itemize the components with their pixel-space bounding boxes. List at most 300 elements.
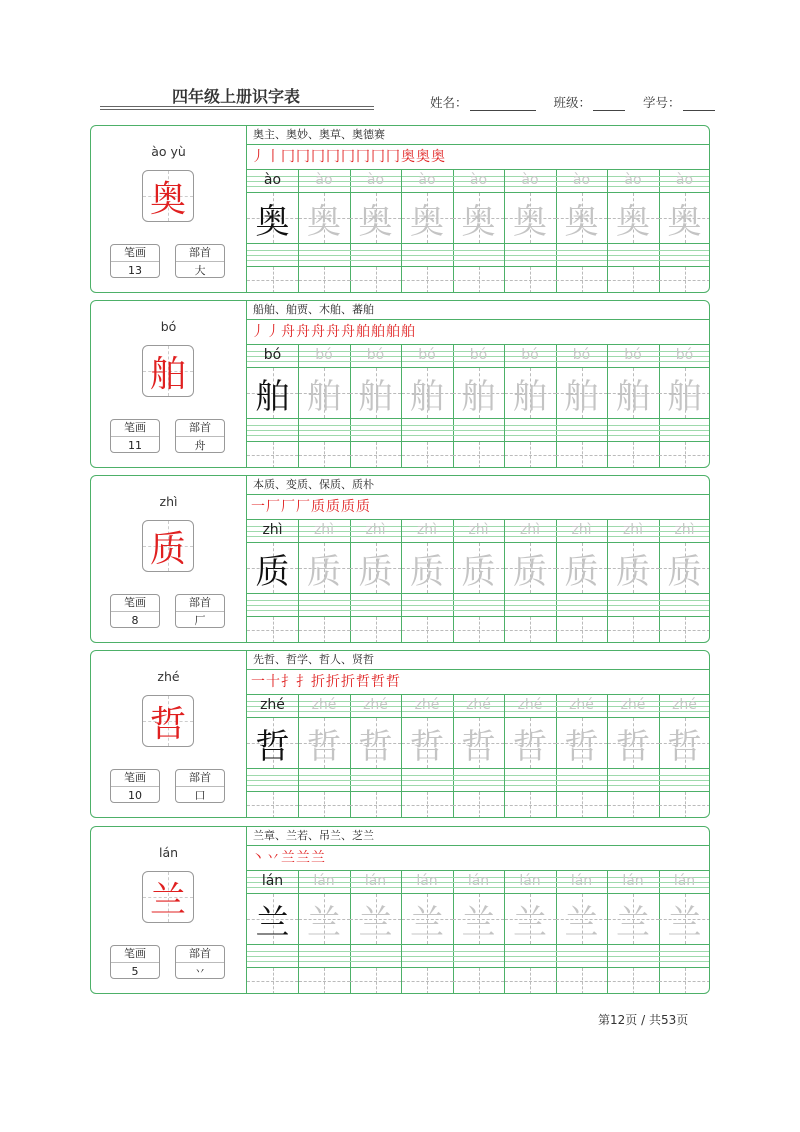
practice-cell[interactable] [556,945,608,967]
practice-cell[interactable] [659,368,710,418]
practice-cell[interactable] [350,718,402,768]
stroke-step: 冂 [356,149,370,165]
practice-cell[interactable] [505,345,557,367]
practice-char-text: 哲 [358,726,393,767]
practice-cell[interactable] [402,769,454,791]
practice-cell[interactable] [453,244,505,266]
practice-cell[interactable] [556,170,608,192]
practice-cell[interactable] [505,718,557,768]
character-display-box [142,871,194,923]
stroke-count-label: 笔画 [111,245,159,262]
practice-cell[interactable] [659,617,710,643]
practice-char-text: 舶 [513,376,547,417]
stroke-step: 厂 [266,499,280,515]
practice-cell[interactable] [453,442,505,468]
practice-cell[interactable] [453,594,505,616]
practice-pinyin-text: bó [469,347,488,363]
practice-char-text: 奥 [307,201,341,242]
practice-cell[interactable] [453,193,505,243]
practice-cell[interactable] [247,368,299,418]
character-pinyin: lán [158,845,179,860]
practice-cell[interactable] [453,792,505,818]
practice-cell[interactable] [350,543,402,593]
practice-cell[interactable] [350,345,402,367]
practice-cell[interactable] [299,871,351,893]
practice-cell[interactable] [453,345,505,367]
practice-cell[interactable] [505,792,557,818]
practice-pinyin-text: ào [572,172,591,188]
practice-cell[interactable] [505,543,557,593]
practice-cell[interactable] [453,170,505,192]
practice-cell[interactable] [350,170,402,192]
practice-cell[interactable] [247,792,299,818]
practice-char-text: 兰 [564,902,599,943]
practice-cell[interactable] [608,170,660,192]
practice-cell[interactable] [247,894,299,944]
practice-cell[interactable] [453,520,505,542]
practice-char-text: 质 [461,551,496,592]
practice-cell[interactable] [608,244,660,266]
practice-cell[interactable] [402,193,454,243]
practice-cell[interactable] [453,871,505,893]
practice-grid [247,871,709,993]
practice-cell[interactable] [556,594,608,616]
character-display-box [142,345,194,397]
practice-cell[interactable] [505,442,557,468]
practice-cell[interactable] [556,718,608,768]
practice-cell[interactable] [247,945,299,967]
practice-cell[interactable] [350,419,402,441]
practice-cell[interactable] [402,718,454,768]
practice-cell[interactable] [659,520,710,542]
stroke-step: 兰 [311,850,325,866]
page-number: 第12页 / 共53页 [598,1013,689,1027]
character-pinyin: zhì [159,494,178,509]
practice-cell[interactable] [350,520,402,542]
class-blank[interactable] [593,96,625,111]
stroke-step: 冂 [296,149,310,165]
practice-cell[interactable] [556,617,608,643]
practice-cell[interactable] [505,894,557,944]
practice-cell[interactable] [556,244,608,266]
character-card [90,650,710,818]
practice-cell[interactable] [350,368,402,418]
practice-cell[interactable] [402,894,454,944]
practice-cell[interactable] [350,792,402,818]
practice-cell[interactable] [659,442,710,468]
practice-cell[interactable] [505,244,557,266]
practice-cell[interactable] [608,419,660,441]
practice-cell[interactable] [556,442,608,468]
practice-char-text: 哲 [667,726,702,767]
practice-cell[interactable] [247,695,299,717]
practice-cell[interactable] [608,968,660,994]
stroke-count-label: 笔画 [111,946,159,963]
practice-cell[interactable] [659,968,710,994]
practice-cell[interactable] [608,368,660,418]
practice-cell[interactable] [299,617,351,643]
practice-cell[interactable] [505,368,557,418]
practice-cell[interactable] [556,520,608,542]
practice-cell[interactable] [453,617,505,643]
practice-cell[interactable] [608,871,660,893]
practice-cell[interactable] [453,419,505,441]
name-label: 姓名： [430,95,468,110]
practice-cell[interactable] [299,345,351,367]
radical-value: 丷 [194,965,206,978]
stroke-step: 质 [311,499,325,515]
practice-cell[interactable] [247,594,299,616]
practice-cell[interactable] [402,792,454,818]
practice-cell[interactable] [299,695,351,717]
practice-cell[interactable] [659,945,710,967]
stroke-step: 丶 [251,850,265,866]
practice-char-text: 质 [307,551,341,592]
practice-cell[interactable] [556,543,608,593]
practice-pinyin-text: lán [416,873,438,889]
practice-cell[interactable] [350,594,402,616]
stroke-step: 舟 [341,324,355,340]
practice-cell[interactable] [505,170,557,192]
practice-cell[interactable] [556,695,608,717]
practice-cell[interactable] [556,792,608,818]
stroke-step: 舟 [326,324,340,340]
stroke-step: 冂 [341,149,355,165]
stroke-step: 舟 [311,324,325,340]
practice-cell[interactable] [608,945,660,967]
practice-char-text: 奥 [255,201,290,242]
stroke-step: 冂 [281,149,295,165]
practice-cell[interactable] [556,345,608,367]
practice-cell[interactable] [608,594,660,616]
practice-cell[interactable] [505,267,557,293]
practice-char-text: 奥 [616,201,650,242]
radical-label: 部首 [176,420,224,437]
character-pinyin: bó [160,319,177,334]
practice-cell[interactable] [247,419,299,441]
practice-cell[interactable] [350,769,402,791]
practice-cell[interactable] [299,244,351,266]
name-blank[interactable] [470,96,536,111]
practice-cell[interactable] [659,871,710,893]
practice-pinyin-row [247,345,709,367]
practice-cell[interactable] [402,345,454,367]
practice-cell[interactable] [659,894,710,944]
practice-pinyin-text: ào [624,172,642,188]
practice-cell[interactable] [247,520,299,542]
practice-cell[interactable] [299,894,351,944]
practice-cell[interactable] [659,769,710,791]
practice-cell[interactable] [505,968,557,994]
practice-pinyin-text: lán [673,873,696,889]
stroke-step: 丿 [266,324,280,340]
practice-char-row [247,718,709,768]
practice-cell[interactable] [453,769,505,791]
practice-cell[interactable] [608,617,660,643]
practice-cell[interactable] [402,368,454,418]
practice-cell[interactable] [608,520,660,542]
practice-cell[interactable] [556,368,608,418]
character-card [90,125,710,293]
blank-char-row [247,968,709,994]
practice-pinyin-text: ào [366,172,385,188]
practice-cell[interactable] [659,419,710,441]
practice-cell[interactable] [299,442,351,468]
practice-cell[interactable] [505,871,557,893]
practice-cell[interactable] [659,695,710,717]
practice-cell[interactable] [505,193,557,243]
stroke-step: 哲 [371,674,385,690]
character-display-box [142,170,194,222]
stroke-step: 折 [326,674,340,690]
practice-cell[interactable] [659,718,710,768]
practice-cell[interactable] [299,170,351,192]
practice-cell[interactable] [247,968,299,994]
practice-cell[interactable] [402,543,454,593]
practice-cell[interactable] [299,769,351,791]
practice-cell[interactable] [608,345,660,367]
practice-cell[interactable] [608,894,660,944]
practice-cell[interactable] [556,968,608,994]
practice-cell[interactable] [556,267,608,293]
practice-pinyin-text: zhé [260,697,285,713]
practice-char-text: 舶 [564,376,599,417]
practice-cell[interactable] [608,769,660,791]
practice-char-text: 哲 [616,726,650,767]
stroke-step: 厂 [296,499,310,515]
practice-cell[interactable] [402,594,454,616]
radical-value: 大 [194,264,206,277]
practice-cell[interactable] [505,945,557,967]
radical-box [175,419,225,453]
radical-box [175,945,225,979]
stroke-step: 哲 [386,674,400,690]
practice-cell[interactable] [350,871,402,893]
stroke-step: 质 [341,499,355,515]
blank-pinyin-row [247,594,709,616]
practice-cell[interactable] [247,718,299,768]
practice-pinyin-text: bó [263,347,282,363]
practice-cell[interactable] [608,543,660,593]
practice-panel [247,476,709,642]
practice-char-text: 奥 [410,201,444,242]
practice-cell[interactable] [350,945,402,967]
practice-cell[interactable] [299,792,351,818]
practice-cell[interactable] [247,617,299,643]
stroke-count-value: 10 [128,789,142,802]
practice-cell[interactable] [608,718,660,768]
practice-cell[interactable] [350,617,402,643]
practice-pinyin-text: lán [519,873,541,889]
stroke-step: 兰 [296,850,310,866]
practice-cell[interactable] [247,193,299,243]
student-info-fields [430,93,715,111]
practice-cell[interactable] [247,769,299,791]
practice-cell[interactable] [299,419,351,441]
practice-cell[interactable] [556,419,608,441]
practice-cell[interactable] [608,792,660,818]
practice-cell[interactable] [402,267,454,293]
practice-cell[interactable] [402,695,454,717]
practice-cell[interactable] [556,871,608,893]
student-no-blank[interactable] [683,96,715,111]
class-label: 班级： [553,95,592,110]
practice-cell[interactable] [350,968,402,994]
practice-cell[interactable] [350,442,402,468]
practice-cell[interactable] [247,345,299,367]
practice-cell[interactable] [402,244,454,266]
stroke-step: 丿 [251,324,265,340]
stroke-step: 舶 [356,324,370,340]
practice-cell[interactable] [402,617,454,643]
blank-char-row [247,617,709,643]
practice-cell[interactable] [608,442,660,468]
practice-cell[interactable] [453,718,505,768]
practice-cell[interactable] [659,267,710,293]
practice-cell[interactable] [608,695,660,717]
stroke-count-box [110,244,160,278]
practice-cell[interactable] [556,193,608,243]
practice-cell[interactable] [247,871,299,893]
practice-cell[interactable] [453,543,505,593]
practice-cell[interactable] [402,520,454,542]
stroke-step: 舶 [401,324,415,340]
radical-box [175,769,225,803]
practice-cell[interactable] [505,769,557,791]
practice-panel [247,651,709,817]
practice-cell[interactable] [247,267,299,293]
practice-cell[interactable] [608,267,660,293]
practice-char-text: 兰 [307,902,341,943]
practice-cell[interactable] [453,695,505,717]
practice-cell[interactable] [299,267,351,293]
stroke-step: 丨 [266,149,280,165]
practice-pinyin-row [247,170,709,192]
practice-cell[interactable] [299,193,351,243]
practice-cell[interactable] [402,419,454,441]
practice-cell[interactable] [402,945,454,967]
practice-char-text: 兰 [513,902,547,943]
practice-cell[interactable] [505,695,557,717]
practice-cell[interactable] [453,368,505,418]
practice-cell[interactable] [350,267,402,293]
practice-cell[interactable] [556,769,608,791]
practice-panel [247,301,709,467]
practice-cell[interactable] [505,594,557,616]
stroke-count-value: 13 [128,264,142,277]
character-card [90,300,710,468]
blank-pinyin-row [247,244,709,266]
practice-cell[interactable] [453,894,505,944]
practice-cell[interactable] [659,193,710,243]
character-card [90,475,710,643]
stroke-count-value: 8 [131,614,139,627]
stroke-count-box [110,594,160,628]
stroke-order [247,670,709,695]
practice-cell[interactable] [299,594,351,616]
practice-pinyin-text: bó [521,347,539,363]
practice-cell[interactable] [247,170,299,192]
practice-pinyin-text: ào [675,172,694,188]
practice-cell[interactable] [299,968,351,994]
practice-pinyin-text: zhì [365,522,386,538]
practice-cell[interactable] [453,267,505,293]
character-glyph: 舶 [149,353,186,395]
practice-cell[interactable] [505,520,557,542]
practice-cell[interactable] [299,520,351,542]
character-info-panel [91,476,247,642]
stroke-step: 十 [266,674,280,690]
practice-char-text: 舶 [358,376,393,417]
practice-cell[interactable] [659,543,710,593]
stroke-step: 丷 [266,850,280,866]
practice-cell[interactable] [350,244,402,266]
practice-cell[interactable] [453,945,505,967]
stroke-count-value: 11 [128,439,142,452]
practice-cell[interactable] [299,718,351,768]
stroke-step: 冂 [371,149,385,165]
practice-cell[interactable] [350,695,402,717]
stroke-step: 质 [356,499,370,515]
stroke-step: 折 [311,674,325,690]
practice-cell[interactable] [247,442,299,468]
practice-pinyin-text: zhì [571,522,592,538]
practice-cell[interactable] [453,968,505,994]
practice-cell[interactable] [402,442,454,468]
practice-cell[interactable] [247,244,299,266]
stroke-count-label: 笔画 [111,420,159,437]
practice-cell[interactable] [659,594,710,616]
practice-cell[interactable] [299,945,351,967]
example-words: 兰章、兰若、吊兰、芝兰 [247,827,709,846]
radical-value: 口 [194,789,206,802]
practice-panel [247,126,709,292]
practice-cell[interactable] [299,368,351,418]
stroke-step: 质 [326,499,340,515]
practice-cell[interactable] [659,170,710,192]
practice-char-text: 质 [358,551,393,592]
practice-cell[interactable] [505,419,557,441]
practice-cell[interactable] [556,894,608,944]
stroke-step: 兰 [281,850,295,866]
practice-cell[interactable] [659,345,710,367]
practice-char-text: 舶 [410,376,444,417]
practice-grid [247,345,709,467]
practice-char-text: 质 [255,551,290,592]
practice-cell[interactable] [350,193,402,243]
practice-cell[interactable] [659,792,710,818]
practice-cell[interactable] [608,193,660,243]
stroke-count-value: 5 [131,965,139,978]
practice-char-row [247,894,709,944]
practice-cell[interactable] [402,170,454,192]
practice-cell[interactable] [659,244,710,266]
radical-box [175,244,225,278]
practice-cell[interactable] [247,543,299,593]
blank-pinyin-row [247,945,709,967]
character-card [90,826,710,994]
practice-cell[interactable] [350,894,402,944]
practice-cell[interactable] [299,543,351,593]
practice-cell[interactable] [505,617,557,643]
practice-cell[interactable] [402,871,454,893]
practice-pinyin-text: ào [418,172,436,188]
example-words: 本质、变质、保质、质朴 [247,476,709,495]
stroke-step: 舟 [281,324,295,340]
practice-cell[interactable] [402,968,454,994]
practice-pinyin-text: ào [315,172,333,188]
radical-label: 部首 [176,245,224,262]
